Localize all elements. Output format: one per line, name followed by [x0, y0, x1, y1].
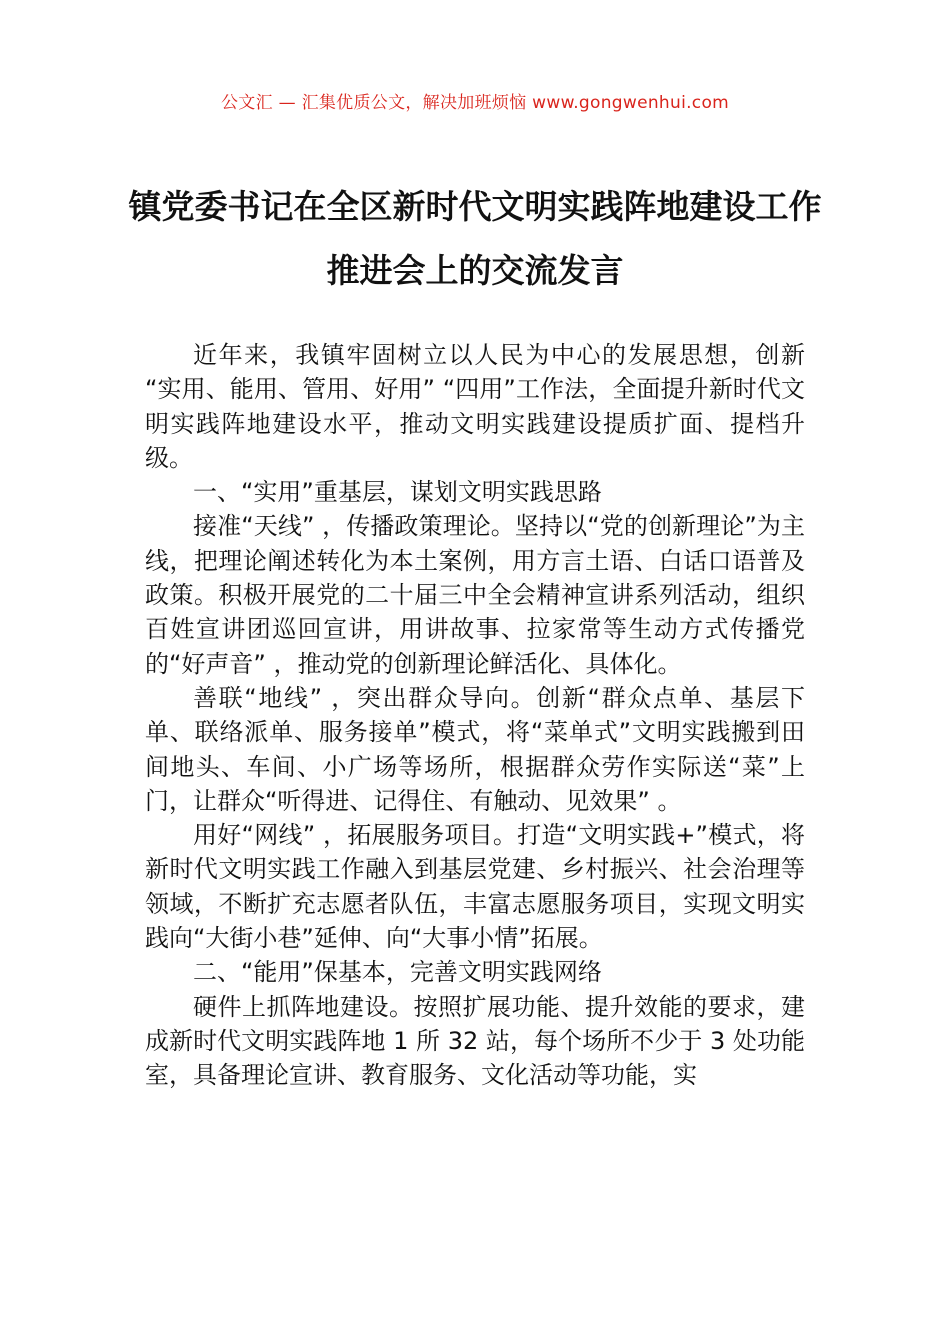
paragraph: 用好“网线” ，拓展服务项目。打造“文明实践+”模式，将新时代文明实践工作融入到基层党建、乡村振兴、社会治理等领域，不断扩充志愿者队伍，丰富志愿服务项目，实现文明实践向“大街小巷”延伸、向“大事小情”拓展。 — [145, 821, 805, 953]
paragraph: 硬件上抓阵地建设。按照扩展功能、提升效能的要求，建成新时代文明实践阵地 1 所 32 站，每个场所不少于 3 处功能室，具备理论宣讲、教育服务、文化活动等功能，实 — [145, 992, 805, 1090]
site-header: 公文汇 — 汇集优质公文，解决加班烦恼 www.gongwenhui.com — [220, 93, 730, 113]
document-title: 镇党委书记在全区新时代文明实践阵地建设工作推进会上的交流发言 — [128, 187, 822, 290]
section-heading-2: 二、“能用”保基本，完善文明实践网络 — [193, 958, 602, 987]
document-body — [145, 338, 805, 1093]
section-heading-1: 一、“实用”重基层，谋划文明实践思路 — [193, 478, 602, 507]
paragraph: 善联“地线” ，突出群众导向。创新“群众点单、基层下单、联络派单、服务接单”模式，将“菜单式”文明实践搬到田间地头、车间、小广场等场所，根据群众劳作实际送“菜”上门，让群众“听得进、记得住、有触动、见效果” 。 — [145, 683, 805, 815]
paragraph: 接准“天线” ，传播政策理论。坚持以“党的创新理论”为主线，把理论阐述转化为本土案例，用方言土语、白话口语普及政策。积极开展党的二十届三中全会精神宣讲系列活动，组织百姓宣讲团巡回宣讲，用讲故事、拉家常等生动方式传播党的“好声音” ，推动党的创新理论鲜活化、具体化。 — [145, 512, 805, 678]
paragraph-intro: 近年来，我镇牢固树立以人民为中心的发展思想，创新 “实用、能用、管用、好用” “四用”工作法，全面提升新时代文明实践阵地建设水平，推动文明实践建设提质扩面、提档升级。 — [145, 341, 805, 472]
